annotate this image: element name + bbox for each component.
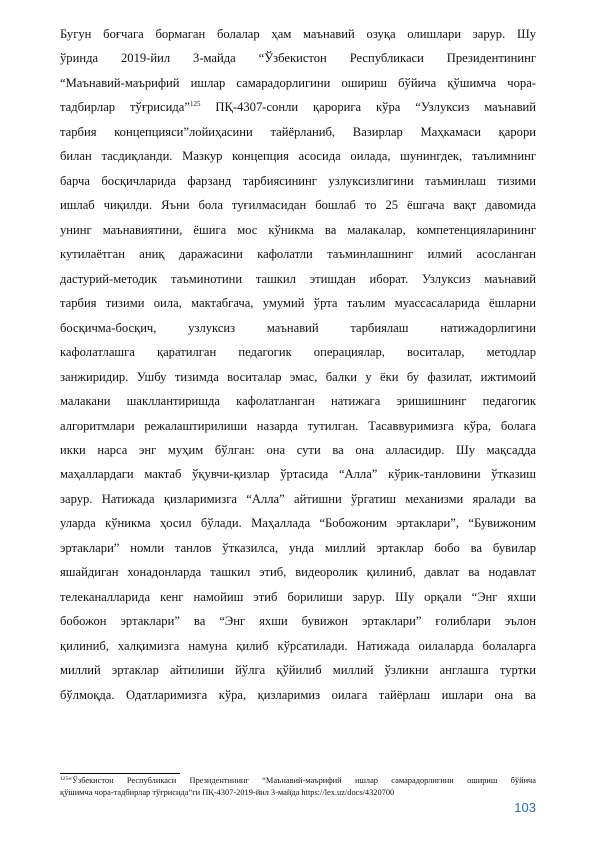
text-line: тарбия тизими оила, мактабгача, умумий ўрта таълим муассасаларида ёшларни (60, 296, 536, 311)
footnote-marker: 125 (60, 776, 69, 782)
text-segment: тадбирлар тўғрисида” (60, 100, 190, 115)
text-line: барча босқичларида фарзанд тарбиясининг узлуксизлигини таъминлаш тизими (60, 173, 536, 188)
text-line: ўринда 2019-йил 3-майда “Ўзбекистон Республикаси Президентининг (60, 51, 536, 66)
text-line: занжиридир. Ушбу тизимда воситалар эмас, балки у ёки бу фазилат, ижтимоий (60, 369, 536, 384)
text-line: уларда кўникма ҳосил бўлади. Маҳаллада “Бобожоним эртаклари”, “Бувижоним (60, 516, 536, 531)
text-line: “Маънавий-маърифий ишлар самарадорлигини ошириш бўйича қўшимча чора- (60, 75, 536, 90)
text-line: кутилаётган аниқ даражасини кафолатли таъминлашнинг илмий асосланган (60, 247, 536, 262)
footnote-divider (60, 773, 180, 774)
text-line: маҳаллардаги мактаб ўқувчи-қизлар ўртасида “Алла” кўрик-танловини ўтказиш (60, 467, 536, 482)
text-line: ишлаб чиқилди. Яъни бола туғилмасидан бошлаб то 25 ёшгача вақт давомида (60, 198, 536, 213)
text-line: дастурий-методик таъминотини ташкил этишдан иборат. Узлуксиз маънавий (60, 271, 536, 286)
text-line: босқичма-босқич, узлуксиз маънавий тарбиялаш натижадорлигини (60, 320, 536, 335)
text-line: эртаклари” номли танлов ўтказилса, унда миллий эртаклар бобо ва бувилар (60, 540, 536, 555)
text-line: малакани шакллантиришда кафолатланган натижага эришишнинг педагогик (60, 394, 536, 409)
text-line: икки нарса энг муҳим бўлган: она сути ва она алласидир. Шу мақсадда (60, 442, 536, 457)
footnote-line (60, 787, 536, 799)
footnote-line (60, 775, 536, 787)
text-line: телеканалларида кенг намойиш этиб борилиши зарур. Шу орқали “Энг яхши (60, 589, 536, 604)
text-line: билан тасдиқланди. Мазкур концепция асосида оилада, шунингдек, таълимнинг (60, 149, 536, 164)
footnote-reference[interactable]: 125 (189, 100, 201, 109)
footnote-text-with-link[interactable]: қўшимча чора-тадбирлар тўғрисида”ги ПҚ-4307-2019-йил 3-майда https://lex.uz/docs/4320700 (60, 787, 395, 797)
text-line: алгоритмлари режалаштирилиши назарда тутилган. Тасаввуримизга кўра, болага (60, 418, 536, 433)
text-line: бобожон эртаклари” ва “Энг яхши бувижон эртаклари” ғолиблари эълон (60, 614, 536, 629)
text-line: яшайдиган хонадонларда ташкил этиб, видеоролик қилиниб, давлат ва нодавлат (60, 565, 536, 580)
main-paragraph (60, 22, 536, 707)
text-line: қилиниб, халқимизга намуна қилиб кўрсатилади. Натижада оилаларда болаларга (60, 638, 536, 653)
text-line: тарбия концепцияси”лойиҳасини тайёрланиб, Вазирлар Маҳкамаси қарори (60, 124, 536, 139)
text-line: бўлмоқда. Одатларимизга кўра, қизларимиз оилага тайёрлаш ишлари она ва (60, 687, 536, 702)
text-line: кафолатлашга қаратилган педагогик операциялар, воситалар, методлар (60, 345, 536, 360)
page-number: 103 (514, 800, 536, 815)
text-line: зарур. Натижада қизларимизга “Алла” айтишни ўргатиш механизми яралади ва (60, 491, 536, 506)
text-segment: ПҚ-4307-сонли қарорига кўра “Узлуксиз маънавий (215, 100, 537, 115)
text-line-with-footnote-ref (60, 95, 536, 119)
text-line: Бугун боғчага бормаган болалар ҳам маънавий озуқа олишлари зарур. Шу (60, 27, 536, 41)
footnote-text: “Ўзбекистон Республикаси Президентининг “Маънавий-маърифий ишлар самарадорлигини ошириш бўйича (68, 776, 536, 785)
text-line: миллий эртаклар айтилиши йўлга қўйилиб миллий ўзликни англашга туртки (60, 663, 536, 678)
footnote (60, 775, 536, 798)
text-line: унинг маънавиятини, ёшига мос кўникма ва малакалар, компетенцияларининг (60, 222, 536, 237)
